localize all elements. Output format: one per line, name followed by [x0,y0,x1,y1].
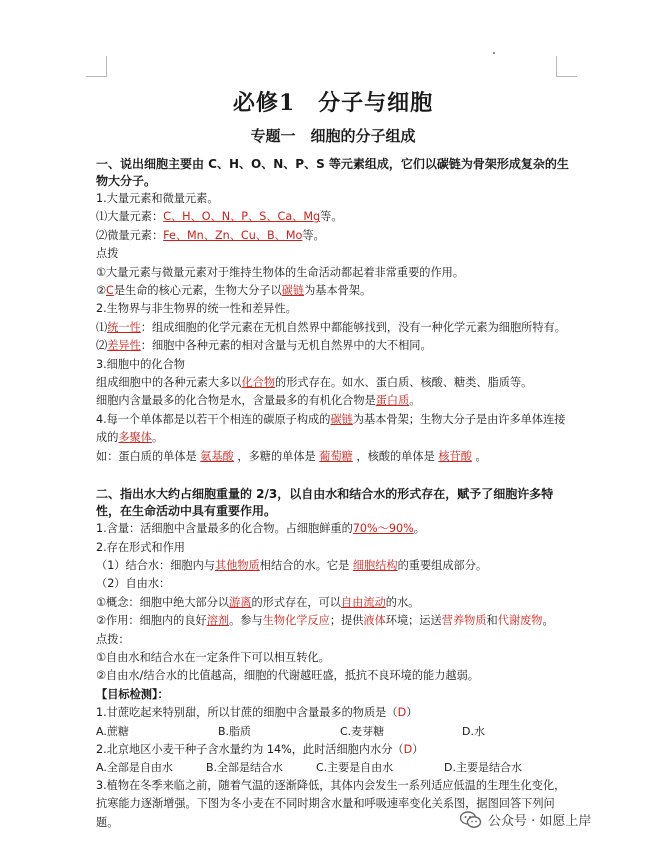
s1-line: ⑵微量元素：Fe、Mn、Zn、Cu、B、Mo等。 [96,228,325,242]
s1-line: ②C是生命的核心元素，生物大分子以碳链为基本骨架。 [96,284,372,298]
answer-blank: 蛋白质 [375,394,410,408]
watermark-text: 公众号 · 如愿上岸 [488,814,592,829]
answer-blank: 核苷酸 [438,449,472,463]
option: A.蔗糖 [96,724,129,738]
document-page [96,84,570,832]
s1-line: ⑴统一性：组成细胞的化学元素在无机自然界中都能够找到，没有一种化学元素为细胞所特有。 [96,320,566,334]
s1-line: 3.细胞中的化合物 [96,357,185,371]
s2-line: 1.含量：活细胞中含量最多的化合物。占细胞鲜重的70%～90%。 [96,522,425,536]
s1-line: 点拨 [96,247,119,261]
answer-blank: 碳链 [330,412,353,426]
answer-blank: 其他物质 [215,558,260,572]
page-dot [493,52,495,54]
section-1-heading: 一、说出细胞主要由 C、H、O、N、P、S 等元素组成，它们以碳链为骨架形成复杂的生物大分子。 [96,157,569,188]
page-corner-mark-right [556,56,577,77]
answer-blank: 细胞结构 [352,558,398,572]
s1-line: 4.每一个单体都是以若干个相连的碳原子构成的碳链为基本骨架；生物大分子是由许多单体连接成的多聚体。 [96,412,566,445]
question-2: 2.北京地区小麦干种子含水量约为 14%，此时活细胞内水分（D） [96,742,424,756]
option: D.主要是结合水 [444,760,522,774]
s1-line: ①大量元素与微量元素对于维持生物体的生命活动都起着非常重要的作用。 [96,265,465,279]
answer-blank: 自由流动 [341,595,386,609]
answer-blank: Fe、Mn、Zn、Cu、B、Mo [163,228,303,242]
answer-blank: 化合物 [241,376,276,390]
option: B.脂质 [218,724,252,738]
s1-line: 2.生物界与非生物界的统一性和差异性。 [96,302,297,316]
answer-blank: 溶剂 [206,614,230,628]
s2-line: ②自由水/结合水的比值越高，细胞的代谢越旺盛，抵抗不良环境的能力越弱。 [96,669,479,683]
s1-line: 如：蛋白质的单体是 氨基酸 ，多糖的单体是 葡萄糖 ，核酸的单体是 核苷酸 。 [96,449,487,463]
answer-blank: C [106,284,114,298]
answer: D [397,706,407,720]
s2-line: ②作用：细胞内的良好溶剂。参与生物化学反应；提供液体环境；运送营养物质和代谢废物。 [96,614,554,628]
page-corner-mark-left [86,56,107,77]
answer-blank: 碳链 [281,284,305,298]
page-subtitle: 专题一 细胞的分子组成 [250,127,416,145]
question-3: 3.植物在冬季来临之前，随着气温的逐渐降低，其体内会发生一系列适应低温的生理生化变化，抗寒能力逐渐增强。下图为冬小麦在不同时期含水量和呼吸速率变化关系图，据图回答下列问题。 [96,778,566,829]
question-1-options [96,723,570,741]
answer-blank: 多聚体 [118,431,152,445]
watermark [460,810,591,829]
question-2-options [96,759,570,777]
answer-blank: 游离 [229,595,252,609]
s1-line: 组成细胞中的各种元素大多以化合物的形式存在。如水、蛋白质、核酸、糖类、脂质等。 [96,376,533,390]
answer-blank: 统一性 [107,320,141,334]
question-1: 1.甘蔗吃起来特别甜，所以甘蔗的细胞中含量最多的物质是（D） [96,706,418,720]
s2-line: （2）自由水： [96,577,171,591]
s1-line: 细胞内含量最多的化合物是水，含量最多的有机化合物是蛋白质。 [96,394,421,408]
answer-blank: 70%～90% [352,522,414,536]
s1-line: 1.大量元素和微量元素。 [96,192,219,205]
wechat-icon [460,811,482,829]
option: C.主要是自由水 [316,760,394,774]
s2-line: （1）结合水：细胞内与其他物质相结合的水。它是 细胞结构的重要组成部分。 [96,558,488,572]
answer: D [403,742,413,756]
option: A.全部是自由水 [96,760,173,774]
answer-blank: 差异性 [107,339,141,353]
answer-blank: 氨基酸 [200,449,234,463]
answer-blank: C、H、O、N、P、S、Ca、Mg [163,210,321,224]
s1-line: ⑴大量元素：C、H、O、N、P、S、Ca、Mg等。 [96,210,343,224]
page-title: 必修1 分子与细胞 [232,90,434,116]
option: B.全部是结合水 [206,760,284,774]
option: D.水 [462,724,485,738]
s2-line: 2.存在形式和作用 [96,540,185,554]
s2-line: ①概念：细胞中绝大部分以游离的形式存在，可以自由流动的水。 [96,595,420,609]
quiz-heading: 【目标检测】： [96,687,169,701]
answer-blank: 葡萄糖 [319,449,353,463]
s1-line: ⑵差异性：细胞中各种元素的相对含量与无机自然界中的大不相同。 [96,339,432,353]
section-2-heading: 二、指出水大约占细胞重量的 2/3，以自由水和结合水的形式存在，赋予了细胞许多特性，在生命活动中具有重要作用。 [96,487,554,519]
option: C.麦芽糖 [340,724,385,738]
s2-line: 点拨： [96,632,130,646]
s2-line: ①自由水和结合水在一定条件下可以相互转化。 [96,650,330,664]
